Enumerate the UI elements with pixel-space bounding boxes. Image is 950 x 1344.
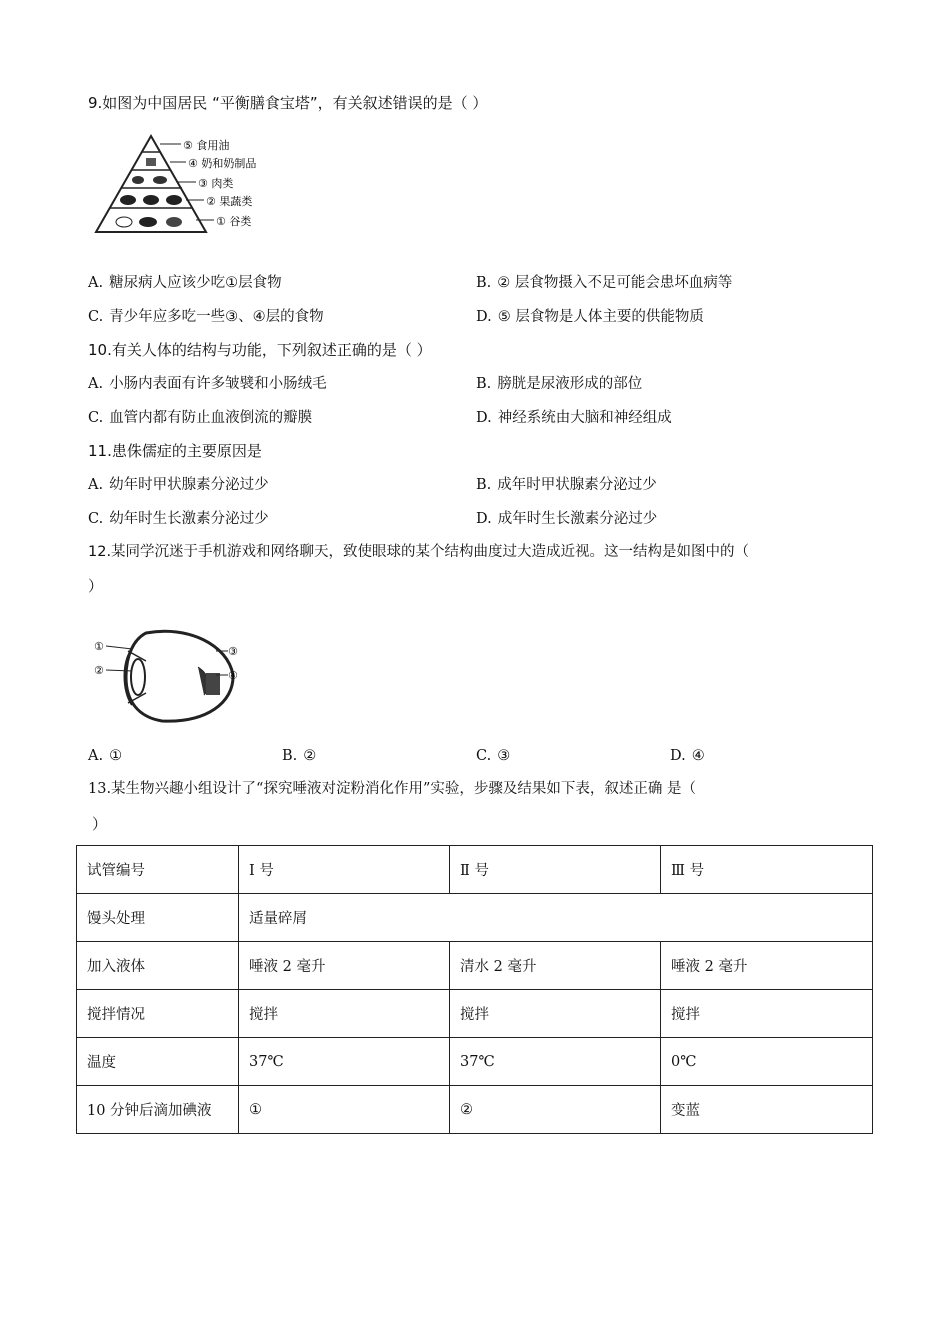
table-cell: 37℃ [239,1038,450,1086]
q12-option-b: B. ② [282,748,317,764]
table-cell: 加入液体 [77,942,239,990]
table-row [77,1086,873,1134]
q13-stem-line1: 13.某生物兴趣小组设计了“探究唾液对淀粉消化作用”实验，步骤及结果如下表，叙述正确 是（ [88,781,696,797]
table-cell: 适量碎屑 [239,894,873,942]
q10-option-b: B. 膀胱是尿液形成的部位 [476,376,643,392]
q11-option-b: B. 成年时甲状腺素分泌过少 [476,477,657,493]
q9-option-c: C. 青少年应多吃一些③、④层的食物 [88,309,324,325]
table-cell: 搅拌 [450,990,661,1038]
table-cell: 温度 [77,1038,239,1086]
q12-option-c: C. ③ [476,748,511,764]
table-cell: 搅拌 [661,990,873,1038]
table-cell: 唾液 2 毫升 [661,942,873,990]
q12-stem-line1: 12.某同学沉迷于手机游戏和网络聊天，致使眼球的某个结构曲度过大造成近视。这一结构是如图中的（ [88,544,750,560]
table-cell: 搅拌情况 [77,990,239,1038]
eye-structure-figure [88,625,248,725]
q11-option-d: D. 成年时生长激素分泌过少 [476,511,658,527]
eye-label-2: ② [94,664,104,677]
q11-option-c: C. 幼年时生长激素分泌过少 [88,511,269,527]
table-cell: 0℃ [661,1038,873,1086]
table-header-row [77,846,873,894]
q9-option-a: A. 糖尿病人应该少吃①层食物 [88,275,282,291]
table-cell: ① [239,1086,450,1134]
table-cell: 唾液 2 毫升 [239,942,450,990]
food-pyramid-figure [86,130,286,242]
q13-stem-line2: ） [92,815,108,833]
q9-stem: 9.如图为中国居民 “平衡膳食宝塔”，有关叙述错误的是（ ） [88,94,488,112]
pyramid-label-1: ① 谷类 [216,215,252,228]
experiment-table [76,845,873,1134]
table-row [77,1038,873,1086]
q12-stem-line2: ） [88,577,104,595]
table-cell: 清水 2 毫升 [450,942,661,990]
table-cell: Ⅲ 号 [661,846,873,894]
table-cell: 搅拌 [239,990,450,1038]
q12-option-d: D. ④ [670,748,705,764]
table-cell: 10 分钟后滴加碘液 [77,1086,239,1134]
table-cell: 试管编号 [77,846,239,894]
table-cell: ② [450,1086,661,1134]
table-row [77,894,873,942]
eye-label-4: ④ [228,669,238,682]
pyramid-label-2: ② 果蔬类 [206,195,253,208]
q12-option-a: A. ① [88,748,123,764]
pyramid-label-3: ③ 肉类 [198,177,234,190]
pyramid-label-4: ④ 奶和奶制品 [188,157,257,170]
q10-option-d: D. 神经系统由大脑和神经组成 [476,410,672,426]
table-row [77,990,873,1038]
pyramid-label-5: ⑤ 食用油 [183,139,230,152]
q11-stem: 11.患侏儒症的主要原因是 [88,442,262,460]
q9-option-b: B. ② 层食物摄入不足可能会患坏血病等 [476,275,733,291]
q10-option-a: A. 小肠内表面有许多皱襞和小肠绒毛 [88,376,327,392]
table-cell: Ⅱ 号 [450,846,661,894]
table-cell: 馒头处理 [77,894,239,942]
q11-option-a: A. 幼年时甲状腺素分泌过少 [88,477,269,493]
q10-option-c: C. 血管内都有防止血液倒流的瓣膜 [88,410,313,426]
eye-label-1: ① [94,640,104,653]
eye-label-3: ③ [228,645,238,658]
table-cell: 37℃ [450,1038,661,1086]
table-row [77,942,873,990]
q9-option-d: D. ⑤ 层食物是人体主要的供能物质 [476,309,704,325]
table-cell: 变蓝 [661,1086,873,1134]
q10-stem: 10.有关人体的结构与功能，下列叙述正确的是（ ） [88,341,432,359]
table-cell: Ⅰ 号 [239,846,450,894]
